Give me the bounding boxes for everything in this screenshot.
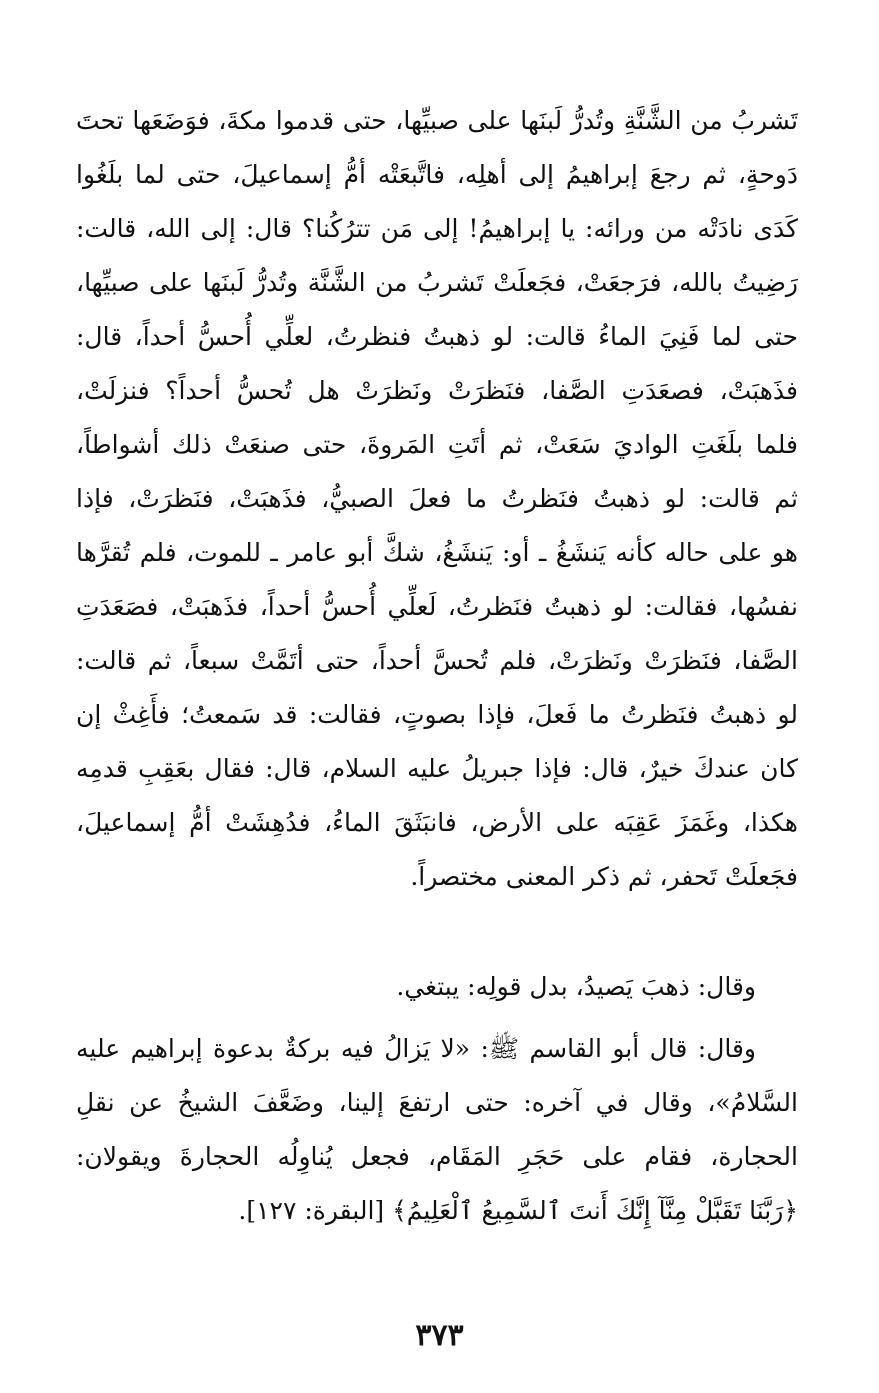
- text-line: كان عندكَ خيرٌ، قال: فإذا جبريلُ عليه السلام، قال: فقال بعَقِبِ قدمِه: [76, 754, 798, 783]
- text-line: هو على حاله كأنه يَنشَغُ ـ أو: يَنشَغُ، شكَّ أبو عامر ـ للموت، فلم تُقرَّها: [76, 538, 798, 567]
- text-line: لو ذهبتُ فنَظرتُ ما فَعلَ، فإذا بصوتٍ، فقالت: قد سَمعتُ؛ فأَغِثْ إن: [76, 700, 798, 729]
- text-line: السَّلامُ»، وقال في آخره: حتى ارتفعَ إلينا، وضَعَّفَ الشيخُ عن نقلِ: [76, 1088, 798, 1117]
- text-line: وقال: ذهبَ يَصيدُ، بدل قولِه: يبتغي.: [396, 972, 756, 1001]
- text-line: ثم قالت: لو ذهبتُ فنَظرتُ ما فعلَ الصبيُّ، فذَهبَتْ، فنَظرَتْ، فإذا: [76, 484, 798, 513]
- text-line: وقال: قال أبو القاسم ﷺ: «لا يَزالُ فيه بركةٌ بدعوة إبراهيم عليه: [76, 1034, 756, 1063]
- text-line: نفسُها، فقالت: لو ذهبتُ فنَظرتُ، لَعلِّي أُحسُّ أحداً، فذَهبَتْ، فصَعَدَتِ: [76, 592, 798, 621]
- text-line: فذَهبَتْ، فصعَدَتِ الصَّفا، فنَظرَتْ ونَظرَتْ هل تُحسُّ أحداً؟ فنزلَتْ،: [76, 376, 798, 405]
- text-line: رَضِيتُ بالله، فرَجعَتْ، فجَعلَتْ تَشربُ من الشَّنَّة وتُدرُّ لَبنَها على صبيِّها،: [76, 268, 798, 297]
- quran-verse-line: ﴿رَبَّنَا تَقَبَّلْ مِنَّآ إِنَّكَ أَنتَ ٱلسَّمِيعُ ٱلْعَلِيمُ﴾ [البقرة: ١٢٧].: [238, 1196, 798, 1225]
- text-line: تَشربُ من الشَّنَّةِ وتُدرُّ لَبنَها على صبيِّها، حتى قدموا مكةَ، فوَضَعَها تحتَ: [76, 106, 798, 135]
- text-line: دَوحةٍ، ثم رجعَ إبراهيمُ إلى أهلِه، فاتَّبعَتْه أمُّ إسماعيلَ، حتى لما بلَغُوا: [76, 160, 798, 189]
- text-line: فجَعلَتْ تَحفر، ثم ذكر المعنى مختصراً.: [410, 862, 798, 891]
- text-line: فلما بلَغَتِ الواديَ سَعَتْ، ثم أتَتِ المَروةَ، حتى صنعَتْ ذلك أشواطاً،: [76, 430, 798, 459]
- paragraph-variant-note: [76, 960, 798, 1014]
- paragraph-hadith-addition: [76, 1022, 798, 1238]
- text-line: حتى لما فَنِيَ الماءُ قالت: لو ذهبتُ فنظرتُ، لعلِّي أُحسُّ أحداً، قال:: [76, 322, 798, 351]
- text-line: الحجارة، فقام على حَجَرِ المَقَام، فجعل يُناوِلُه الحجارةَ ويقولان:: [76, 1142, 798, 1171]
- text-line: هكذا، وغَمَزَ عَقِبَه على الأرض، فانبَثَقَ الماءُ، فدُهِشَتْ أمُّ إسماعيلَ،: [76, 808, 798, 837]
- paragraph-main: [76, 94, 798, 904]
- text-line: الصَّفا، فنَظرَتْ ونَظرَتْ، فلم تُحسَّ أحداً، حتى أتَمَّتْ سبعاً، ثم قالت:: [76, 646, 798, 675]
- page-number: ٣٧٣: [415, 1318, 464, 1353]
- text-line: كَدَى نادَتْه من ورائه: يا إبراهيمُ! إلى مَن تترُكُنا؟ قال: إلى الله، قالت:: [76, 214, 798, 243]
